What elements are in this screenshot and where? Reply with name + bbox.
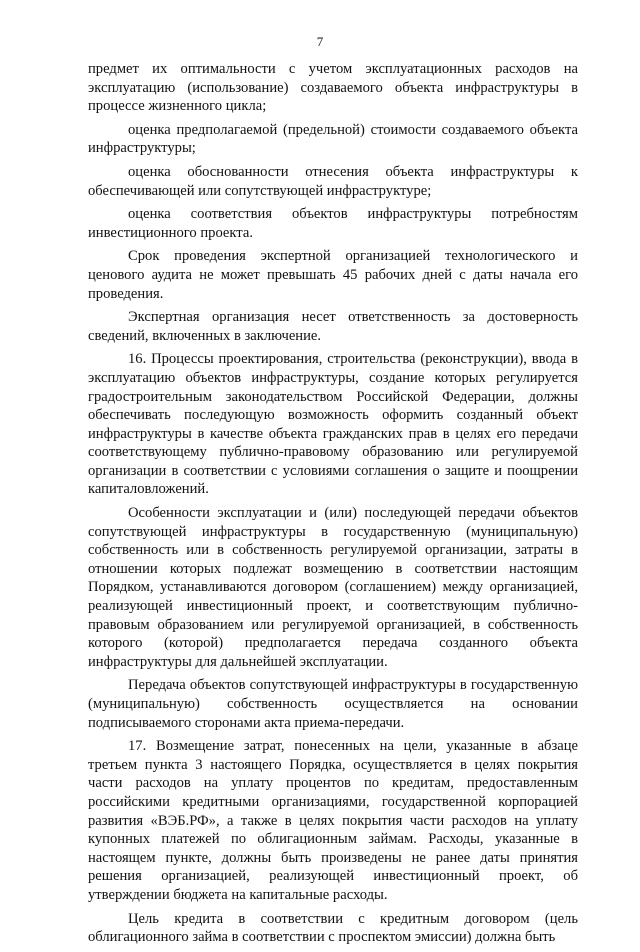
document-body — [88, 60, 578, 952]
paragraph: предмет их оптимальности с учетом эксплуатационных расходов на эксплуатацию (использование) создаваемого объекта инфраструктуры в процессе жизненного цикла; — [88, 61, 578, 115]
paragraph: оценка обоснованности отнесения объекта инфраструктуры к обеспечивающей или сопутствующей инфраструктуре; — [88, 163, 578, 199]
paragraph: Цель кредита в соответствии с кредитным договором (цель облигационного займа в соответствии с проспектом эмиссии) должна быть — [88, 910, 578, 946]
page-number: 7 — [316, 34, 324, 49]
paragraph: 16. Процессы проектирования, строительства (реконструкции), ввода в эксплуатацию объектов инфраструктуры, создание которых регулируется градостроительным законодательством Российской Федерации, должны обеспечивать последующую возможность оформить созданный объект инфраструктуры в качестве объекта гражданских прав в целях его передачи соответствующему публично-правовому образованию или регулируемой организации в соответствии с условиями соглашения о защите и поощрении капиталовложений. — [88, 351, 578, 498]
paragraph: Срок проведения экспертной организацией технологического и ценового аудита не может превышать 45 рабочих дней с даты начала его проведения. — [88, 248, 578, 302]
paragraph: оценка предполагаемой (предельной) стоимости создаваемого объекта инфраструктуры; — [88, 121, 578, 157]
paragraph: Экспертная организация несет ответственность за достоверность сведений, включенных в заключение. — [88, 309, 578, 344]
paragraph: Передача объектов сопутствующей инфраструктуры в государственную (муниципальную) собственность осуществляется на основании подписываемого сторонами акта приема-передачи. — [88, 677, 578, 731]
paragraph: оценка соответствия объектов инфраструктуры потребностям инвестиционного проекта. — [88, 206, 578, 241]
paragraph: 17. Возмещение затрат, понесенных на цели, указанные в абзаце третьем пункта 3 настоящего Порядка, осуществляется в целях покрытия части расходов на уплату процентов по кредитам, предоставленным российскими кредитными организациями, государственной корпорацией развития «ВЭБ.РФ», а также в целях покрытия части расходов на уплату купонных платежей по облигационным займам. Расходы, указанные в настоящем пункте, должны быть произведены не ранее даты принятия решения организацией, реализующей инвестиционный проект, об утверждении бюджета на капитальные расходы. — [88, 738, 578, 903]
paragraph: Особенности эксплуатации и (или) последующей передачи объектов сопутствующей инфраструктуры в государственную (муниципальную) собственность или в собственность регулируемой организации, затраты в отношении которых подлежат возмещению в соответствии настоящим Порядком, устанавливаются договором (соглашением) между организацией, реализующей инвестиционный проект, и соответствующим публично-правовым образованием или регулируемой организацией, в собственность которого (которой) предполагается передача созданного объекта инфраструктуры для дальнейшей эксплуатации. — [88, 505, 578, 670]
